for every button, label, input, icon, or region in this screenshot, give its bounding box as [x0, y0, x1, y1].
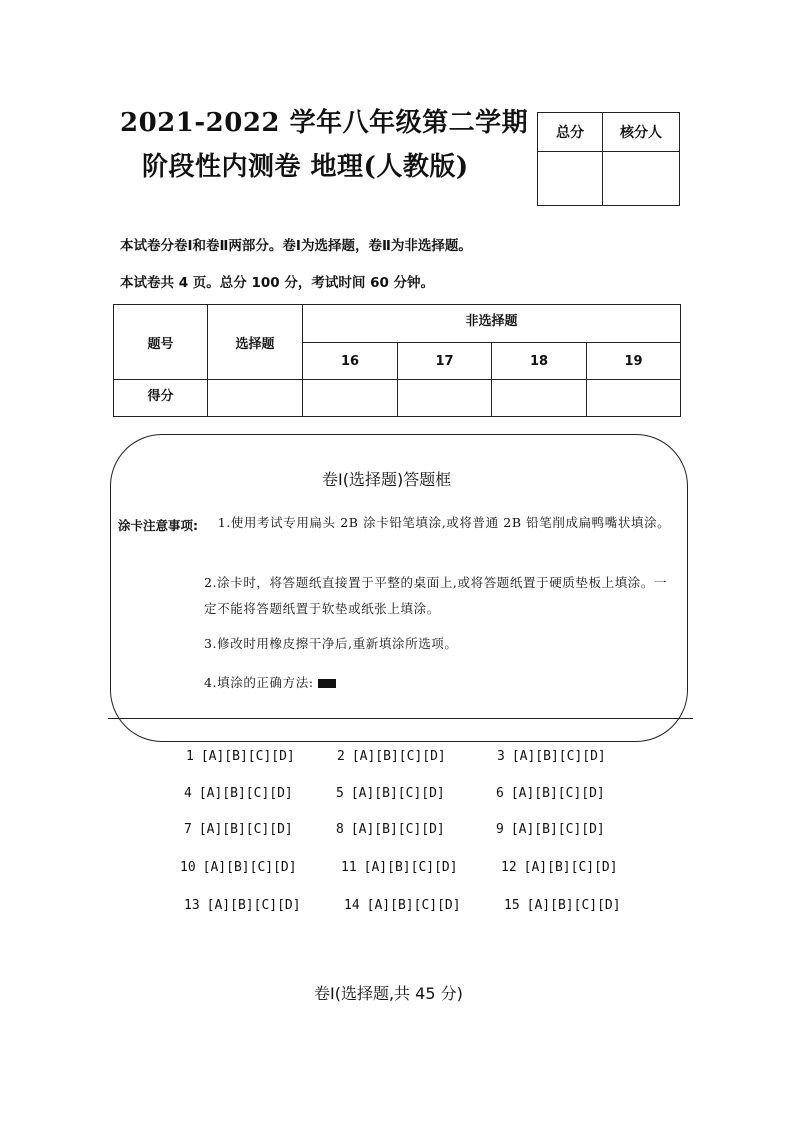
nonchoice-questions-header: 非选择题	[303, 305, 681, 343]
choice-questions-header: 选择题	[208, 305, 303, 380]
answer-number: 4	[184, 786, 192, 801]
answer-options[interactable]: [A][B][C][D]	[350, 786, 445, 801]
answer-item-7[interactable]	[184, 822, 293, 837]
intro-line-1: 本试卷分卷Ⅰ和卷Ⅱ两部分。卷Ⅰ为选择题，卷Ⅱ为非选择题。	[120, 238, 472, 254]
exam-title-line2: 阶段性内测卷 地理(人教版)	[142, 152, 469, 182]
answer-item-12[interactable]	[501, 860, 618, 875]
answer-options[interactable]: [A][B][C][D]	[198, 786, 293, 801]
filling-notes-label: 涂卡注意事项:	[118, 518, 198, 533]
filling-note-4-text: 4.填涂的正确方法:	[204, 675, 314, 690]
answer-number: 10	[180, 860, 196, 875]
answer-item-6[interactable]	[496, 786, 605, 801]
answer-number: 5	[336, 786, 344, 801]
answer-item-4[interactable]	[184, 786, 293, 801]
answer-item-13[interactable]	[184, 898, 301, 913]
answer-item-8[interactable]	[336, 822, 445, 837]
answer-number: 6	[496, 786, 504, 801]
answer-options[interactable]: [A][B][C][D]	[366, 898, 461, 913]
answer-item-11[interactable]	[341, 860, 458, 875]
answer-options[interactable]: [A][B][C][D]	[206, 898, 301, 913]
answer-options[interactable]: [A][B][C][D]	[202, 860, 297, 875]
total-score-cell[interactable]	[538, 152, 603, 206]
answer-options[interactable]: [A][B][C][D]	[510, 786, 605, 801]
score-cell-17[interactable]	[398, 380, 492, 417]
question-number-17: 17	[398, 343, 492, 380]
answer-item-10[interactable]	[180, 860, 297, 875]
intro-line-2: 本试卷共 4 页。总分 100 分，考试时间 60 分钟。	[120, 275, 435, 291]
answer-options[interactable]: [A][B][C][D]	[523, 860, 618, 875]
question-number-header: 题号	[114, 305, 208, 380]
answer-item-2[interactable]	[337, 749, 446, 764]
answer-number: 11	[341, 860, 357, 875]
answer-number: 15	[504, 898, 520, 913]
filling-note-2	[204, 570, 678, 622]
answer-number: 13	[184, 898, 200, 913]
answer-item-15[interactable]	[504, 898, 621, 913]
answer-card-divider	[108, 718, 693, 719]
answer-item-1[interactable]	[186, 749, 295, 764]
filling-note-3: 3.修改时用橡皮擦干净后,重新填涂所选项。	[204, 636, 458, 651]
checker-label: 核分人	[603, 113, 680, 152]
answer-options[interactable]: [A][B][C][D]	[200, 749, 295, 764]
score-row-label: 得分	[114, 380, 208, 417]
section-one-title: 卷Ⅰ(选择题,共 45 分)	[314, 984, 463, 1003]
answer-options[interactable]: [A][B][C][D]	[198, 822, 293, 837]
answer-options[interactable]: [A][B][C][D]	[363, 860, 458, 875]
score-cell-18[interactable]	[492, 380, 587, 417]
filling-note-2-text: 2.涂卡时，将答题纸直接置于平整的桌面上,或将答题纸置于硬质垫板上填涂。一定不能将答题纸置于软垫或纸张上填涂。	[204, 575, 668, 616]
answer-number: 9	[496, 822, 504, 837]
total-score-box	[537, 112, 680, 206]
score-cell-16[interactable]	[303, 380, 398, 417]
answer-card-title: 卷Ⅰ(选择题)答题框	[322, 470, 452, 489]
answer-item-5[interactable]	[336, 786, 445, 801]
answer-number: 12	[501, 860, 517, 875]
total-score-label: 总分	[538, 113, 603, 152]
question-number-16: 16	[303, 343, 398, 380]
answer-item-3[interactable]	[497, 749, 606, 764]
score-table	[113, 304, 681, 417]
answer-number: 8	[336, 822, 344, 837]
answer-options[interactable]: [A][B][C][D]	[510, 822, 605, 837]
answer-options[interactable]: [A][B][C][D]	[351, 749, 446, 764]
score-cell-19[interactable]	[587, 380, 681, 417]
answer-number: 7	[184, 822, 192, 837]
correct-fill-example-mark	[318, 679, 336, 688]
answer-options[interactable]: [A][B][C][D]	[511, 749, 606, 764]
answer-options[interactable]: [A][B][C][D]	[350, 822, 445, 837]
answer-number: 14	[344, 898, 360, 913]
score-cell-choice[interactable]	[208, 380, 303, 417]
exam-title-line1: 2021-2022 学年八年级第二学期	[120, 108, 529, 138]
question-number-18: 18	[492, 343, 587, 380]
filling-note-4	[204, 670, 336, 696]
answer-number: 3	[497, 749, 505, 764]
checker-cell[interactable]	[603, 152, 680, 206]
filling-note-1: 1.使用考试专用扁头 2B 涂卡铅笔填涂,或将普通 2B 铅笔削成扁鸭嘴状填涂。	[217, 515, 671, 530]
answer-number: 1	[186, 749, 194, 764]
answer-item-9[interactable]	[496, 822, 605, 837]
answer-options[interactable]: [A][B][C][D]	[526, 898, 621, 913]
question-number-19: 19	[587, 343, 681, 380]
answer-item-14[interactable]	[344, 898, 461, 913]
answer-number: 2	[337, 749, 345, 764]
